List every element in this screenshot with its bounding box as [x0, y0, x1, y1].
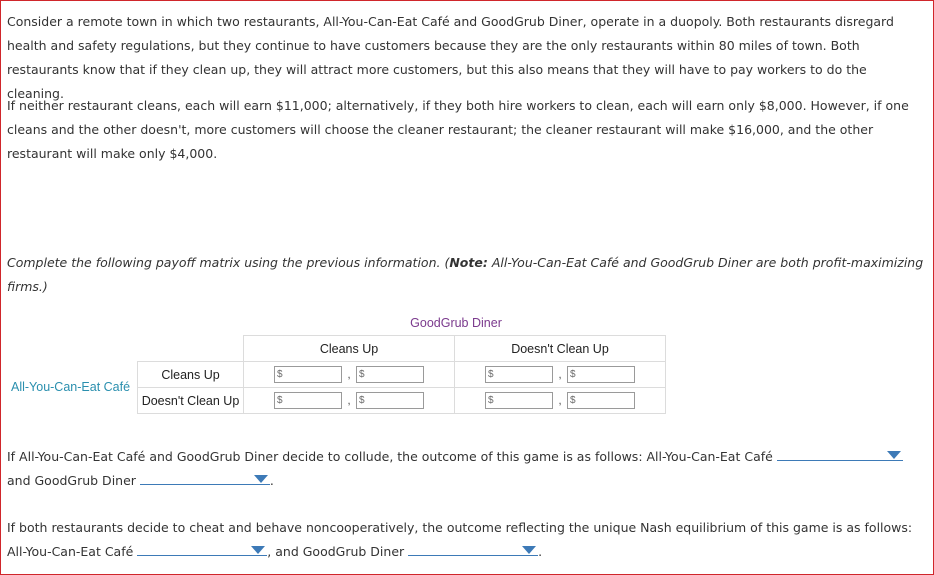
currency-symbol: $	[359, 395, 365, 406]
collude-text-2: and GoodGrub Diner	[7, 473, 136, 488]
currency-symbol: $	[570, 395, 576, 406]
cell-noclean-clean	[244, 388, 455, 414]
collude-text-1: If All-You-Can-Eat Café and GoodGrub Diner decide to collude, the outcome of this game is as follows: All-You-Can-Eat Café	[7, 449, 773, 464]
payoff-separator: ,	[558, 394, 562, 407]
matrix-corner	[138, 336, 244, 362]
currency-symbol: $	[359, 369, 365, 380]
note-text: All-You-Can-Eat Café and GoodGrub Diner are both profit-maximizing firms.)	[7, 255, 924, 294]
row-player-label: All-You-Can-Eat Café	[11, 380, 131, 394]
row-header-doesnt-clean-up: Doesn't Clean Up	[138, 388, 244, 414]
currency-symbol: $	[277, 395, 283, 406]
payoff-separator: ,	[347, 394, 351, 407]
payoff-input-col[interactable]	[567, 366, 635, 383]
col-header-doesnt-clean-up: Doesn't Clean Up	[455, 336, 666, 362]
intro-paragraph-2: If neither restaurant cleans, each will earn $11,000; alternatively, if they both hire workers to clean, each will earn only $8,000. However, if one cleans and the other doesn't, more customers will choose the cleaner restaurant; the cleaner restaurant will make $16,000, and the other restaurant will make only $4,000.	[7, 98, 909, 161]
payoff-separator: ,	[558, 368, 562, 381]
instruction-lead: Complete the following payoff matrix using the previous information. (	[7, 255, 450, 270]
chevron-down-icon	[522, 546, 536, 554]
payoff-input-col[interactable]	[356, 366, 424, 383]
collude-text-3: .	[269, 473, 274, 488]
payoff-input-col[interactable]	[356, 392, 424, 409]
payoff-input-row[interactable]	[274, 392, 342, 409]
instruction-text	[7, 251, 925, 299]
row-header-cleans-up: Cleans Up	[138, 362, 244, 388]
currency-symbol: $	[277, 369, 283, 380]
nash-text-1: If both restaurants decide to cheat and behave noncooperatively, the outcome reflecting the unique Nash equilibrium of this game is as follows: All-You-Can-Eat Café	[7, 520, 913, 559]
nash-cafe-dropdown[interactable]	[137, 541, 267, 556]
chevron-down-icon	[254, 475, 268, 483]
payoff-input-col[interactable]	[567, 392, 635, 409]
payoff-input-row[interactable]	[274, 366, 342, 383]
nash-diner-dropdown[interactable]	[408, 541, 538, 556]
collude-question	[7, 445, 925, 493]
cell-clean-clean	[244, 362, 455, 388]
currency-symbol: $	[570, 369, 576, 380]
chevron-down-icon	[251, 546, 265, 554]
column-player-label: GoodGrub Diner	[410, 316, 502, 330]
col-header-cleans-up: Cleans Up	[244, 336, 455, 362]
payoff-input-row[interactable]	[485, 392, 553, 409]
currency-symbol: $	[488, 395, 494, 406]
collude-diner-dropdown[interactable]	[140, 470, 270, 485]
cell-clean-noclean	[455, 362, 666, 388]
payoff-matrix	[137, 335, 666, 414]
currency-symbol: $	[488, 369, 494, 380]
intro-paragraph-1: Consider a remote town in which two restaurants, All-You-Can-Eat Café and GoodGrub Diner, operate in a duopoly. Both restaurants disregard health and safety regulations, but they continue to have customers because they are the only restaurants within 80 miles of town. Both restaurants know that if they clean up, they will attract more customers, but this also means that they will have to pay workers to do the cleaning.	[7, 14, 894, 101]
chevron-down-icon	[887, 451, 901, 459]
note-label: Note:	[449, 255, 488, 270]
nash-text-3: .	[538, 544, 543, 559]
nash-question	[7, 516, 925, 564]
nash-text-2: , and GoodGrub Diner	[267, 544, 405, 559]
payoff-input-row[interactable]	[485, 366, 553, 383]
collude-cafe-dropdown[interactable]	[777, 446, 903, 461]
cell-noclean-noclean	[455, 388, 666, 414]
payoff-separator: ,	[347, 368, 351, 381]
